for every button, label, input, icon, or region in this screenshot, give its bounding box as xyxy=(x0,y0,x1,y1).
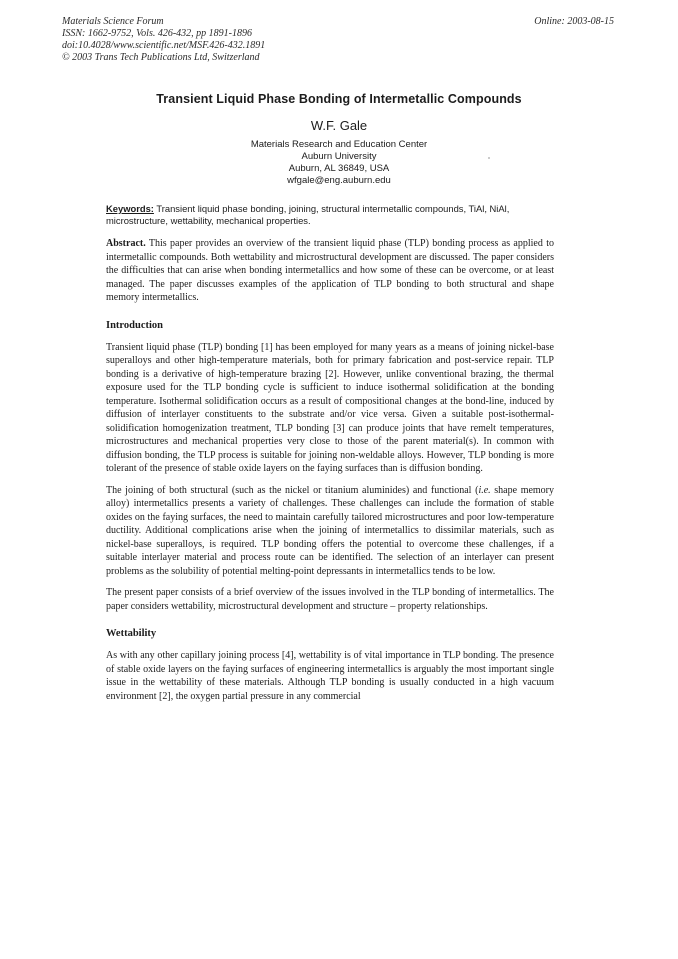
intro-p2-ie: i.e. xyxy=(478,484,491,496)
abstract-label: Abstract. xyxy=(106,238,146,249)
introduction-heading: Introduction xyxy=(106,319,163,331)
abstract-paragraph xyxy=(106,237,554,305)
online-date: Online: 2003-08-15 xyxy=(534,16,614,27)
intro-p2-end: shape memory alloy) intermetallics presents a variety of challenges. These challenges can include the formation of stable oxides on the faying surfaces, the need to maintain carefully tailored microstructures and poor low-temperature ductility. Additional complications arise when the joining of intermetallics to dissimilar materials, such as nickel-base superalloys, is required. TLP bonding offers the potential to overcome these challenges, if a suitable interlayer material and process route can be identified. The selection of an interlayer can present problems as the solubility of potential melting-point depressants in intermetallics tends to be low. xyxy=(106,484,555,577)
affiliation-center: Materials Research and Education Center xyxy=(250,139,428,150)
journal-header xyxy=(62,16,265,64)
paper-title: Transient Liquid Phase Bonding of Intermetallic Compounds xyxy=(156,92,522,106)
intro-p2-start: The joining of both structural (such as the nickel or titanium aluminides) and functional ( xyxy=(106,484,479,496)
keywords-text: Transient liquid phase bonding, joining, structural intermetallic compounds, TiAl, NiAl, microstructure, wettability, mechanical properties. xyxy=(106,203,510,227)
keywords-block xyxy=(106,203,554,228)
affiliation-university: Auburn University xyxy=(301,151,377,162)
affiliation-block xyxy=(0,139,678,187)
journal-name: Materials Science Forum xyxy=(62,16,164,27)
introduction-paragraph-3: The present paper consists of a brief overview of the issues involved in the TLP bonding of intermetallics. The paper considers wettability, microstructural development and structure – property relationships. xyxy=(106,587,554,612)
wettability-paragraph-1: As with any other capillary joining process [4], wettability is of vital importance in TLP bonding. The presence of stable oxide layers on the faying surfaces of engineering intermetallics is arguably the most important single issue in the wettability of these materials. Although TLP bonding is usually conducted in a high vacuum environment [2], the oxygen partial pressure in any commercial xyxy=(106,650,554,702)
issn-line: ISSN: 1662-9752, Vols. 426-432, pp 1891-1896 xyxy=(62,28,252,39)
affiliation-address: Auburn, AL 36849, USA xyxy=(288,163,390,174)
keywords-label: Keywords: xyxy=(106,203,154,214)
scan-speck xyxy=(488,157,490,159)
paper-body xyxy=(106,237,554,711)
author-name: W.F. Gale xyxy=(310,118,368,133)
introduction-paragraph-1: Transient liquid phase (TLP) bonding [1] has been employed for many years as a means of joining nickel-base superalloys and other high-temperature materials, both for primary fabrication and post-service repair. TLP bonding is a derivative of high-temperature brazing [2]. However, unlike conventional brazing, the thermal exposure used for the TLP bonding cycle is sufficient to induce isothermal solidification at the bonding temperature. Isothermal solidification occurs as a result of compositional changes at the bond-line, induced by diffusion of interlayer constituents to the substrate and/or vice versa. Given a suitable post-isothermal-solidification homogenization treatment, TLP bonding [3] can produce joints that have remelt temperatures, microstructures and mechanical properties very close to those of the parent material(s). In common with diffusion bonding, the TLP process is suitable for joining non-weldable alloys. However, TLP bonding is more tolerant of the presence of stable oxide layers on the faying surfaces than is diffusion bonding. xyxy=(106,341,554,474)
copyright-line: © 2003 Trans Tech Publications Ltd, Switzerland xyxy=(62,52,260,63)
doi-line: doi:10.4028/www.scientific.net/MSF.426-432.1891 xyxy=(62,40,266,51)
author-email: wfgale@eng.auburn.edu xyxy=(287,175,391,186)
abstract-text: This paper provides an overview of the transient liquid phase (TLP) bonding process as applied to intermetallic compounds. Both wettability and microstructural development are discussed. The paper considers the difficulties that can arise when bonding intermetallics and how some of these can be overcome, or at least managed. The paper discusses examples of the application of TLP bonding to both structural and shape memory intermetallics. xyxy=(106,238,554,303)
wettability-heading: Wettability xyxy=(106,628,157,639)
introduction-paragraph-2 xyxy=(106,484,554,579)
